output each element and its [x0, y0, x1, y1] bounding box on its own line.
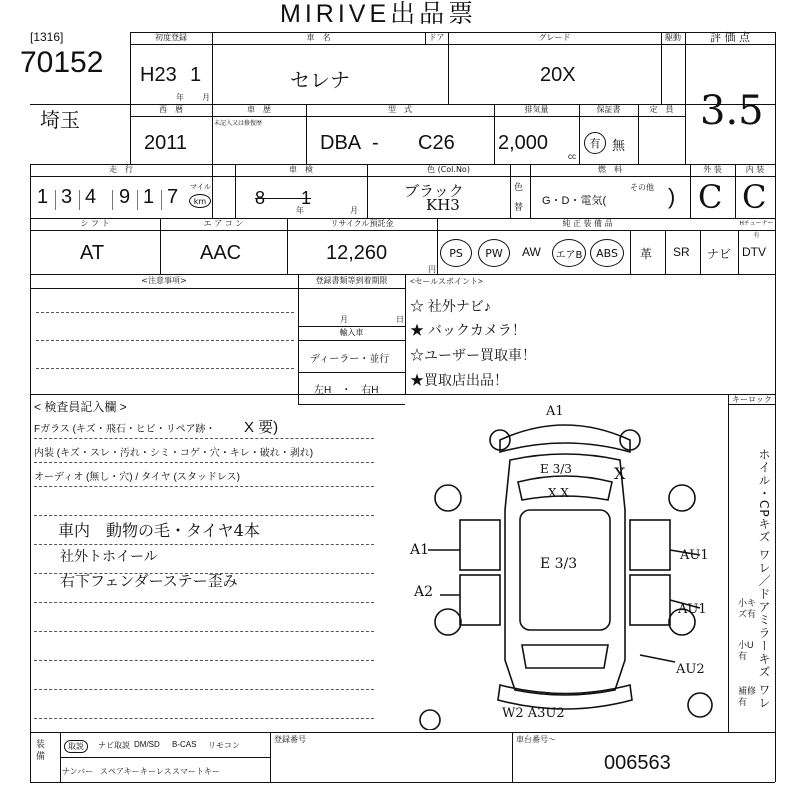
- hdr-inspection: 車 検: [289, 165, 313, 174]
- hdr-aircon: エ ア コ ン: [203, 219, 244, 228]
- hdr-drive: 駆動: [665, 33, 681, 42]
- hdr-reg-deadline: 登録書類等到着期限: [315, 276, 388, 285]
- equip-airbag: [552, 239, 586, 267]
- hdr-body-history: 車 歴: [247, 105, 271, 114]
- type-code: C26: [418, 132, 455, 154]
- mileage-km: km: [193, 196, 207, 206]
- inspector-line-2: 内装 (キズ・スレ・汚れ・シミ・コゲ・穴・キレ・破れ・剥れ): [34, 448, 314, 459]
- mark-au2: AU2: [676, 662, 705, 677]
- grade-value: 20X: [540, 64, 576, 86]
- lot-number: 70152: [20, 46, 104, 79]
- color-name: ブラック: [404, 183, 464, 200]
- hdr-warranty: 保証書: [596, 105, 621, 114]
- hdr-year-western: 西 暦: [159, 105, 183, 114]
- inspector-mark: X 要): [244, 419, 279, 436]
- fuel-options: G・D・電気(: [542, 195, 607, 207]
- deadline-day: 日: [396, 315, 404, 324]
- hdr-score: 評 価 点: [710, 31, 750, 44]
- mileage-km-circle: [189, 194, 211, 208]
- left-rear-door: [460, 575, 500, 625]
- interior-score: C: [742, 178, 767, 216]
- hdr-inspector: < 検査員記入欄 >: [34, 400, 127, 414]
- mark-e-roof: E 3/3: [540, 462, 572, 476]
- sales-point-1: ☆ 社外ナビ♪: [410, 298, 491, 314]
- equip-aw: AW: [522, 245, 541, 259]
- chassis-number: 006563: [604, 752, 671, 774]
- equip-pw: [478, 239, 510, 267]
- hdr-registration: 登録番号: [274, 735, 306, 744]
- mileage-digit-6: 7: [167, 186, 179, 208]
- bottom-row2-3: キーレス: [140, 767, 172, 776]
- sales-point-4: ★買取店出品！: [410, 372, 508, 388]
- equip-ps: [440, 239, 472, 267]
- year-western: 2011: [144, 132, 188, 154]
- handwritten-note-2: 社外トホイール: [60, 549, 158, 565]
- inspection-year-unit: 年: [296, 206, 304, 215]
- import-dealer: ディーラー・並行: [310, 354, 390, 365]
- score-value: 3.5: [700, 88, 764, 134]
- type-dash: -: [372, 132, 379, 154]
- exterior-score: C: [698, 178, 723, 216]
- cc-unit: cc: [568, 152, 576, 161]
- sales-point-2: ★ バックカメラ！: [410, 322, 526, 338]
- bottom-row2-4: スマートキー: [172, 767, 220, 776]
- equip-dtv: DTV: [742, 245, 766, 259]
- handwritten-note-3: 右下フェンダーステー歪み: [60, 572, 238, 590]
- bottom-row1-3: DM/SD: [134, 740, 160, 749]
- warranty-yes: 有: [589, 137, 601, 150]
- inspection-month-unit: 月: [350, 206, 358, 215]
- aircon-value: AAC: [200, 242, 242, 264]
- mileage-digit-2: 3: [61, 186, 73, 208]
- equip-sr: SR: [673, 245, 690, 259]
- first-reg-month: 1: [190, 64, 202, 86]
- wheel-front-right: [669, 485, 695, 511]
- hdr-capacity: 定 員: [649, 105, 674, 114]
- rear-window: [522, 645, 608, 668]
- handwritten-note-1: 車内 動物の毛・タイヤ4本: [58, 521, 260, 540]
- hdr-notes: <注意事項>: [141, 276, 187, 285]
- mark-rear: W2 A3U2: [502, 706, 565, 721]
- bottom-row1-4: B-CAS: [172, 740, 197, 749]
- deadline-month: 月: [340, 315, 348, 324]
- hdr-tuner: Hチューナー有: [739, 220, 774, 239]
- mark-au1-r1: AU1: [680, 548, 709, 563]
- color-side-b: 替: [514, 202, 524, 212]
- equip-abs: [590, 239, 624, 267]
- hdr-model: 車 名: [306, 33, 331, 42]
- import-handle: 左H ・ 右H: [314, 385, 379, 396]
- equip-pw-label: PW: [485, 246, 503, 260]
- region: 埼玉: [40, 110, 80, 132]
- mark-xx: X X: [548, 486, 569, 500]
- right-small-2: 小U有: [738, 640, 754, 661]
- yen-unit: 円: [428, 265, 436, 274]
- bottom-row2-2: スペアキー: [100, 767, 140, 776]
- lot-ref: [1316]: [30, 30, 64, 44]
- mark-x-right: X: [614, 464, 626, 483]
- inspector-line-3: オーディオ (無し・穴) / タイヤ (スタッドレス): [34, 472, 240, 483]
- mark-e-center: E 3/3: [540, 556, 578, 572]
- type-prefix: DBA: [320, 132, 362, 154]
- hdr-interior: 内 装: [745, 165, 765, 174]
- wheel-rear-left: [435, 609, 461, 635]
- displacement: 2,000: [498, 132, 549, 154]
- right-rear-door: [630, 575, 670, 625]
- hdr-displacement: 排気量: [524, 105, 549, 114]
- hdr-type: 型 式: [388, 105, 412, 114]
- hdr-recycle: リサイクル預託金: [330, 219, 394, 228]
- hdr-chassis: 車台番号～: [516, 735, 556, 744]
- equip-abs-label: ABS: [596, 246, 618, 260]
- model-name: セレナ: [290, 70, 350, 92]
- hdr-mileage: 走 行: [109, 165, 133, 174]
- color-code: KH3: [426, 196, 460, 214]
- right-front-door: [630, 520, 670, 570]
- spare-left: [420, 710, 440, 730]
- left-front-door: [460, 520, 500, 570]
- shift-value: AT: [80, 242, 105, 264]
- hdr-equipment: 純 正 装 備 品: [562, 219, 613, 228]
- month-unit: 月: [202, 93, 210, 102]
- hdr-import-car: 輸入車: [339, 328, 364, 337]
- right-small-3: 補修有: [738, 686, 757, 707]
- sheet-title: MIRIVE出品票: [280, 0, 478, 28]
- front-bumper: [500, 425, 630, 452]
- hdr-color: 色 (Col.No): [427, 165, 470, 174]
- equip-ps-label: PS: [449, 246, 463, 260]
- inspector-line-1: Fガラス (キズ・飛石・ヒビ・リペア跡・: [34, 424, 216, 435]
- bottom-row1-5: リモコン: [208, 741, 240, 750]
- mileage-digit-5: 1: [143, 186, 155, 208]
- bottom-row1-2: ナビ取説: [98, 741, 130, 750]
- hdr-fuel: 燃 料: [598, 165, 622, 174]
- first-reg-era: H23: [140, 64, 177, 86]
- mileage-digit-4: 9: [119, 186, 131, 208]
- right-small-1: 小キズ有: [738, 598, 757, 619]
- equip-leather: 革: [640, 247, 653, 261]
- right-vertical-text: ホイル・CPキズ ワレ／ドアミラーキズ ワレ: [757, 448, 771, 710]
- year-unit: 年: [176, 93, 184, 102]
- sales-point-3: ☆ユーザー買取車！: [410, 347, 536, 363]
- hdr-grade: グレード: [538, 33, 571, 42]
- equip-label: 装備: [36, 739, 46, 761]
- fuel-close: ): [668, 184, 676, 209]
- mark-au1-r2: AU1: [678, 602, 707, 617]
- body-note: 未記入又は修復歴: [214, 121, 263, 127]
- hdr-shift: シ フ ト: [80, 219, 110, 228]
- color-side-a: 色: [514, 182, 524, 192]
- mark-a2-left: A2: [414, 584, 434, 600]
- mileage-digit-1: 1: [37, 186, 49, 208]
- hdr-first-reg: 初度登録: [155, 33, 187, 42]
- equip-airbag-label: エアB: [555, 249, 583, 261]
- mileage-digit-3: 4: [85, 186, 97, 208]
- warranty-yes-circle: [584, 132, 606, 154]
- recycle-value: 12,260: [326, 242, 388, 264]
- warranty-no: 無: [612, 138, 626, 153]
- wheel-front-left: [435, 485, 461, 511]
- mark-a1-top: A1: [546, 404, 564, 419]
- spare-right: [688, 693, 712, 717]
- hdr-sales-points: <セールスポイント>: [410, 277, 483, 286]
- mark-a1-left: A1: [410, 542, 430, 558]
- hdr-exterior: 外 装: [703, 165, 722, 174]
- fuel-other: その他: [630, 183, 654, 192]
- equip-navi: ナビ: [707, 247, 732, 261]
- bottom-row2-1: ナンバー: [62, 767, 94, 776]
- bottom-row1-1: 取説: [64, 740, 88, 753]
- hdr-door: ドア: [428, 33, 445, 42]
- hdr-key-lock: キーロック: [732, 395, 772, 404]
- mileage-mile: マイル: [190, 184, 211, 191]
- inspection-struck: 8 1: [255, 188, 312, 208]
